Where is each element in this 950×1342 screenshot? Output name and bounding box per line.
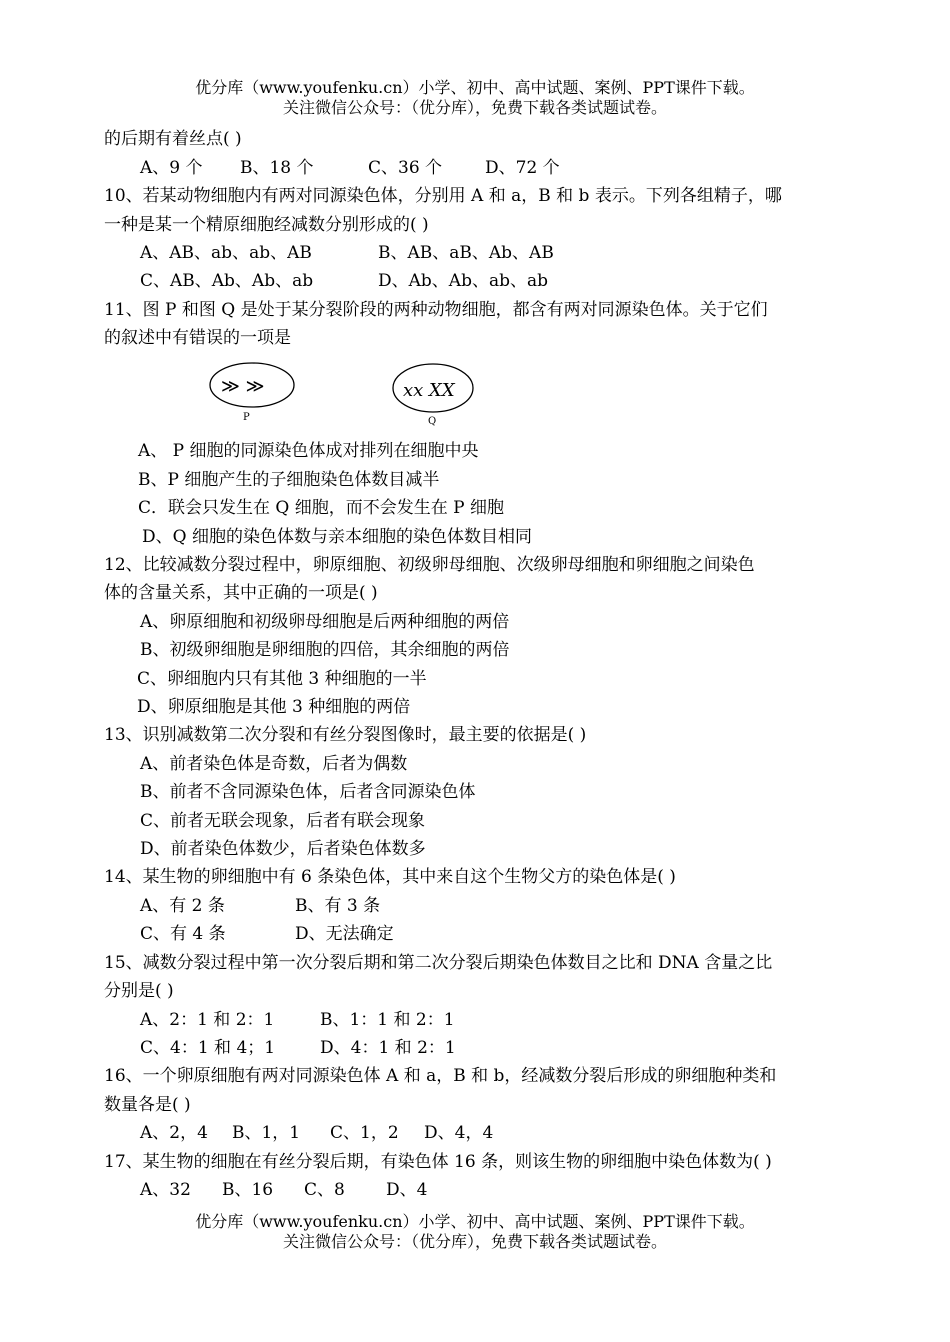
q15-line-2: 分别是( ) [104, 981, 174, 1001]
q17-option-a: A、32 [140, 1180, 191, 1200]
q14-option-b: B、有 3 条 [295, 896, 381, 916]
q9-option-a: A、9 个 [140, 158, 203, 178]
cell-q-label: Q [428, 416, 437, 427]
q14-line-1: 14、某生物的卵细胞中有 6 条染色体，其中来自这个生物父方的染色体是( ) [104, 867, 676, 887]
q11-line-1: 11、图 P 和图 Q 是处于某分裂阶段的两种动物细胞，都含有两对同源染色体。关于它们 [104, 300, 768, 320]
q11-figure [205, 360, 495, 430]
cell-p [210, 363, 294, 423]
q10-option-a: A、AB、ab、ab、AB [140, 243, 312, 263]
q12-line-2: 体的含量关系，其中正确的一项是( ) [104, 583, 378, 603]
q15-option-d: D、4：1 和 2：1 [320, 1038, 456, 1058]
q17-option-d: D、4 [386, 1180, 428, 1200]
q12-line-1: 12、比较减数分裂过程中，卵原细胞、初级卵母细胞、次级卵母细胞和卵细胞之间染色 [104, 555, 755, 575]
q16-line-2: 数量各是( ) [104, 1095, 191, 1115]
cell-q-chromosomes: xx XX [403, 380, 455, 401]
q10-option-b: B、AB、aB、Ab、AB [378, 243, 554, 263]
q12-option-b: B、初级卵细胞是卵细胞的四倍，其余细胞的两倍 [140, 640, 510, 660]
q15-option-c: C、4：1 和 4；1 [140, 1038, 276, 1058]
q11-option-d: D、Q 细胞的染色体数与亲本细胞的染色体数目相同 [142, 527, 532, 547]
q12-option-d: D、卵原细胞是其他 3 种细胞的两倍 [137, 697, 411, 717]
footer-line-2: 关注微信公众号：（优分库），免费下载各类试题试卷。 [282, 1232, 667, 1251]
q15-option-b: B、1：1 和 2：1 [320, 1010, 455, 1030]
q16-option-c: C、1，2 [330, 1123, 399, 1143]
cell-p-chromosomes: ≫ ≫ [221, 376, 265, 397]
q11-option-c: C．联会只发生在 Q 细胞，而不会发生在 P 细胞 [138, 498, 504, 518]
q17-line-1: 17、某生物的细胞在有丝分裂后期，有染色体 16 条，则该生物的卵细胞中染色体数为( ) [104, 1152, 772, 1172]
q10-option-c: C、AB、Ab、Ab、ab [140, 271, 314, 291]
q16-option-b: B、1，1 [232, 1123, 301, 1143]
q17-option-b: B、16 [222, 1180, 274, 1200]
q16-line-1: 16、一个卵原细胞有两对同源染色体 A 和 a，B 和 b，经减数分裂后形成的卵细胞种类和 [104, 1066, 777, 1086]
q13-option-d: D、前者染色体数少，后者染色体数多 [140, 839, 426, 859]
header-line-1: 优分库（www.youfenku.cn）小学、初中、高中试题、案例、PPT课件下载。 [195, 78, 755, 97]
q9-option-d: D、72 个 [485, 158, 560, 178]
q13-option-b: B、前者不含同源染色体，后者含同源染色体 [140, 782, 476, 802]
q11-line-2: 的叙述中有错误的一项是 [104, 328, 291, 348]
q13-line-1: 13、识别减数第二次分裂和有丝分裂图像时，最主要的依据是( ) [104, 725, 587, 745]
q15-line-1: 15、减数分裂过程中第一次分裂后期和第二次分裂后期染色体数目之比和 DNA 含量之比 [104, 953, 773, 973]
q13-option-a: A、前者染色体是奇数，后者为偶数 [140, 754, 408, 774]
q14-option-c: C、有 4 条 [140, 924, 226, 944]
q14-option-d: D、无法确定 [295, 924, 394, 944]
q11-option-b: B、P 细胞产生的子细胞染色体数目减半 [138, 470, 440, 490]
q10-option-d: D、Ab、Ab、ab、ab [378, 271, 548, 291]
q12-option-a: A、卵原细胞和初级卵母细胞是后两种细胞的两倍 [140, 612, 510, 632]
q16-option-d: D、4，4 [424, 1123, 494, 1143]
cell-p-label: P [243, 412, 250, 423]
footer-line-1: 优分库（www.youfenku.cn）小学、初中、高中试题、案例、PPT课件下载。 [195, 1212, 755, 1231]
cell-q [393, 364, 473, 427]
q14-option-a: A、有 2 条 [140, 896, 225, 916]
header-line-2: 关注微信公众号：（优分库），免费下载各类试题试卷。 [282, 98, 667, 117]
q13-option-c: C、前者无联会现象，后者有联会现象 [140, 811, 426, 831]
q15-option-a: A、2：1 和 2：1 [140, 1010, 275, 1030]
q9-option-c: C、36 个 [368, 158, 443, 178]
q10-line-2: 一种是某一个精原细胞经减数分别形成的( ) [104, 215, 429, 235]
q10-line-1: 10、若某动物细胞内有两对同源染色体，分别用 A 和 a，B 和 b 表示。下列各组精子，哪 [104, 186, 782, 206]
q11-option-a: A、 P 细胞的同源染色体成对排列在细胞中央 [138, 441, 479, 461]
q12-option-c: C、卵细胞内只有其他 3 种细胞的一半 [137, 669, 427, 689]
q9-option-b: B、18 个 [240, 158, 314, 178]
q16-option-a: A、2，4 [140, 1123, 208, 1143]
q17-option-c: C、8 [304, 1180, 345, 1200]
q9-tail: 的后期有着丝点( ) [104, 129, 242, 149]
